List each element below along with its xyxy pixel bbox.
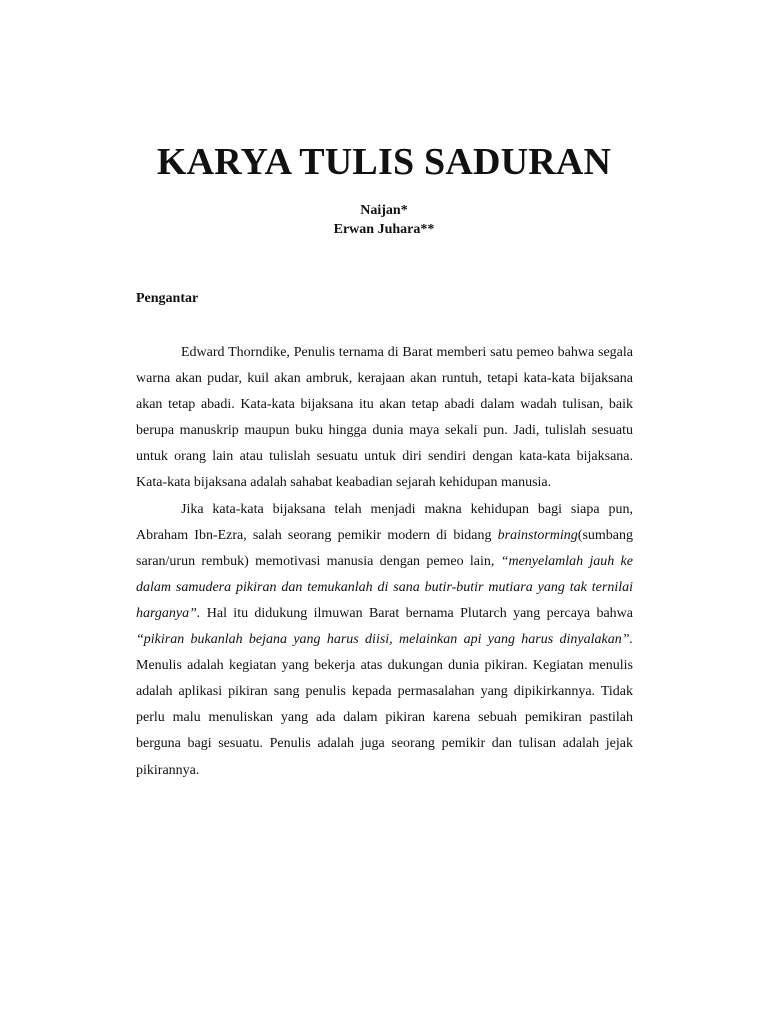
author-list xyxy=(0,201,768,239)
paragraph-text: (sumbang saran/urun rembuk) memotivasi manusia dengan pemeo lain, xyxy=(136,527,633,569)
paragraph-text: Jika kata-kata bijaksana telah menjadi makna kehidupan bagi siapa pun, Abraham Ibn-Ezra, salah seorang pemikir modern di bidang xyxy=(136,501,633,543)
italic-quote: “menyelamlah jauh ke dalam samudera pikiran dan temukanlah di sana butir-butir mutiara yang tak ternilai harganya”. xyxy=(136,553,633,621)
document-title: KARYA TULIS SADURAN xyxy=(156,141,612,183)
author-name: Erwan Juhara** xyxy=(333,222,435,237)
section-heading: Pengantar xyxy=(136,291,199,306)
italic-term: brainstorming xyxy=(497,527,578,543)
paragraph-1: Edward Thorndike, Penulis ternama di Barat memberi satu pemeo bahwa segala warna akan pudar, kuil akan ambruk, kerajaan akan runtuh, tetapi kata-kata bijaksana akan tetap abadi. Kata-kata bijaksana itu akan tetap abadi dalam wadah tulisan, baik berupa manuskrip maupun buku hingga dunia maya sekali pun. Jadi, tulislah sesuatu untuk orang lain atau tulislah sesuatu untuk diri sendiri dengan kata-kata bijaksana. Kata-kata bijaksana adalah sahabat keabadian sejarah kehidupan manusia. xyxy=(136,345,633,491)
paragraph-text: Menulis adalah kegiatan yang bekerja atas dukungan dunia pikiran. Kegiatan menulis adalah aplikasi pikiran sang penulis kepada permasalahan yang dipikirkannya. Tidak perlu malu menuliskan yang ada dalam pikiran karena sebuah pemikiran pastilah berguna bagi sesuatu. Penulis adalah juga seorang pemikir dan tulisan adalah jejak pikirannya. xyxy=(136,658,633,778)
italic-quote: “pikiran bukanlah bejana yang harus diisi, melainkan api yang harus dinyalakan”. xyxy=(136,632,633,648)
author-name: Naijan* xyxy=(360,203,408,218)
paragraph-2 xyxy=(136,497,633,784)
paragraph-text: Hal itu didukung ilmuwan Barat bernama Plutarch yang percaya bahwa xyxy=(200,605,633,621)
body-text xyxy=(136,340,633,784)
